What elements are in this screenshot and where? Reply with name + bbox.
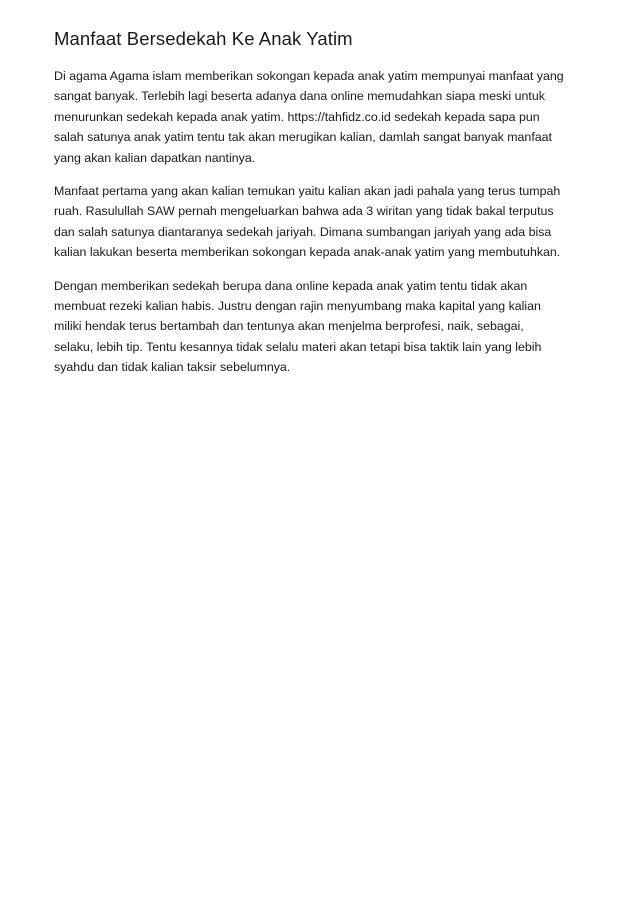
paragraph-line: miliki hendak terus bertambah dan tentunya akan menjelma berprofesi, naik, sebagai, [54,319,524,334]
paragraph-line: membuat rezeki kalian habis. Justru dengan rajin menyumbang maka kapital yang kalian [54,299,541,314]
paragraph-line: Dengan memberikan sedekah berupa dana online kepada anak yatim tentu tidak akan [54,278,528,293]
paragraph-line: Manfaat pertama yang akan kalian temukan yaitu kalian akan jadi pahala yang terus tumpah [54,184,561,199]
paragraph-line: kalian lakukan beserta memberikan sokongan kepada anak-anak yatim yang membutuhkan. [54,245,561,260]
paragraph-line: selaku, lebih tip. Tentu kesannya tidak selalu materi akan tetapi bisa taktik lain yang lebih [54,339,542,354]
paragraph-2 [54,181,594,263]
paragraph-3 [54,276,594,378]
paragraph-line: dan salah satunya diantaranya sedekah jariyah. Dimana sumbangan jariyah yang ada bisa [54,224,552,239]
paragraph-line: ruah. Rasulullah SAW pernah mengeluarkan bahwa ada 3 wiritan yang tidak bakal terputus [54,204,554,219]
paragraph-line: salah satunya anak yatim tentu tak akan merugikan kalian, damlah sangat banyak manfaat [54,130,552,145]
document-page [54,26,594,391]
paragraph-1 [54,66,594,168]
paragraph-line: Di agama Agama islam memberikan sokongan kepada anak yatim mempunyai manfaat yang [54,69,564,83]
document-title: Manfaat Bersedekah Ke Anak Yatim [54,28,353,49]
paragraph-line: yang akan kalian dapatkan nantinya. [54,150,256,165]
paragraph-line: menurunkan sedekah kepada anak yatim. https://tahfidz.co.id sedekah kepada sapa pun [54,109,540,124]
paragraph-line: syahdu dan tidak kalian taksir sebelumnya. [54,360,291,375]
paragraph-line: sangat banyak. Terlebih lagi beserta adanya dana online memudahkan siapa meski untuk [54,89,545,104]
